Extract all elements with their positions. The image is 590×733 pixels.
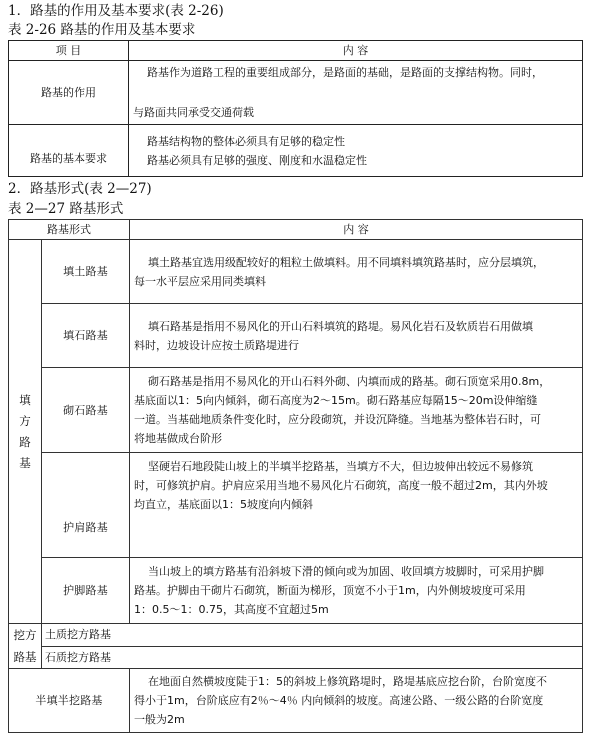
table1-row-content (129, 61, 583, 125)
group-label-char: 路 (19, 434, 31, 449)
desc-line: 得小于1m，台阶底应有2％～4％ 内向倾斜的坡度。高速公路、一级公路的台阶宽度 (134, 694, 544, 707)
form-description (130, 453, 583, 558)
desc-line: 将地基做成台阶形 (134, 432, 222, 445)
table1-row-text-line: 与路面共同承受交通荷载 (133, 106, 254, 119)
group-label-fill (9, 240, 42, 624)
group-label-char: 方 (19, 413, 31, 428)
desc-line: 一道。当基础地质条件变化时，应分段砌筑，并设沉降缝。当地基为整体岩石时，可 (134, 413, 541, 426)
form-name: 护肩路基 (42, 453, 130, 558)
form-description (130, 368, 583, 453)
form-name: 护脚路基 (42, 558, 130, 624)
section-heading-2: 2．路基形式(表 2—27) (8, 181, 152, 197)
desc-line: 时，可修筑护肩。护肩应采用当地不易风化片石砌筑，高度一般不超过2m，其内外坡 (134, 479, 548, 492)
form-description (130, 304, 583, 368)
group-label-char: 填 (19, 392, 31, 407)
desc-line: 当山坡上的填方路基有沿斜坡下滑的倾向或为加固、收回填方坡脚时，可采用护脚 (134, 565, 544, 578)
desc-line: 砌石路基是指用不易风化的开山石料外砌、内填而成的路基。砌石顶宽采用0.8m， (134, 375, 551, 388)
table-subgrade-function (8, 40, 583, 177)
table2-header-form: 路基形式 (9, 220, 130, 240)
form-description (130, 669, 583, 733)
table1-row-content (129, 125, 583, 177)
table-subgrade-forms (8, 219, 583, 733)
desc-line: 填土路基宜选用级配较好的粗粒土做填料。用不同填料填筑路基时，应分层填筑， (134, 255, 544, 269)
table1-row-text-line: 路基作为道路工程的重要组成部分，是路面的基础，是路面的支撑结构物。同时， (133, 66, 543, 79)
desc-line: 1：0.5～1：0.75，其高度不宜超过5m (134, 603, 329, 616)
cut-form-name: 土质挖方路基 (42, 624, 583, 647)
desc-line: 均直立，基底面以1：5坡度向内倾斜 (134, 498, 313, 511)
desc-line: 料时，边坡设计应按土质路堤进行 (134, 338, 299, 352)
table-caption-2: 表 2—27 路基形式 (8, 201, 124, 217)
table1-row-text-line: 路基必须具有足够的强度、刚度和水温稳定性 (133, 153, 367, 167)
table1-row-item: 路基的基本要求 (9, 125, 129, 177)
form-description (130, 240, 583, 304)
section-heading-1: 1．路基的作用及基本要求(表 2-26) (8, 3, 224, 19)
table1-row-item: 路基的作用 (9, 61, 129, 125)
table1-header-content: 内 容 (129, 41, 583, 61)
group-label-text: 挖方 (13, 628, 37, 642)
form-name: 砌石路基 (42, 368, 130, 453)
table1-row-text-line: 路基结构物的整体必须具有足够的稳定性 (133, 134, 345, 148)
group-label-text: 路基 (13, 650, 37, 664)
table-caption-1: 表 2-26 路基的作用及基本要求 (8, 22, 196, 38)
table1-header-item: 项 目 (9, 41, 129, 61)
form-name: 填石路基 (42, 304, 130, 368)
desc-line: 坚硬岩石地段陡山坡上的半填半挖路基，当填方不大，但边坡伸出较远不易修筑 (134, 460, 533, 473)
form-name: 填土路基 (42, 240, 130, 304)
desc-line: 一般为2m (134, 713, 185, 726)
group-label-char: 基 (19, 455, 31, 470)
desc-line: 基底面以1：5向内倾斜，砌石高度为2～15m。砌石路基应每隔15～20m设伸缩缝 (134, 394, 538, 407)
desc-line: 在地面自然横坡度陡于1：5的斜坡上修筑路堤时，路堤基底应挖台阶，台阶宽度不 (134, 675, 547, 688)
table2-header-content: 内 容 (130, 220, 583, 240)
desc-line: 路基。护脚由干砌片石砌筑，断面为梯形，顶宽不小于1m，内外侧坡坡度可采用 (134, 584, 526, 597)
desc-line: 填石路基是指用不易风化的开山石料填筑的路堤。易风化岩石及软质岩石用做填 (134, 319, 533, 333)
group-label-cut (9, 624, 42, 669)
desc-line: 每一水平层应采用同类填料 (134, 274, 266, 288)
cut-form-name: 石质挖方路基 (42, 646, 583, 669)
form-name-half: 半填半挖路基 (9, 669, 130, 733)
form-description (130, 558, 583, 624)
